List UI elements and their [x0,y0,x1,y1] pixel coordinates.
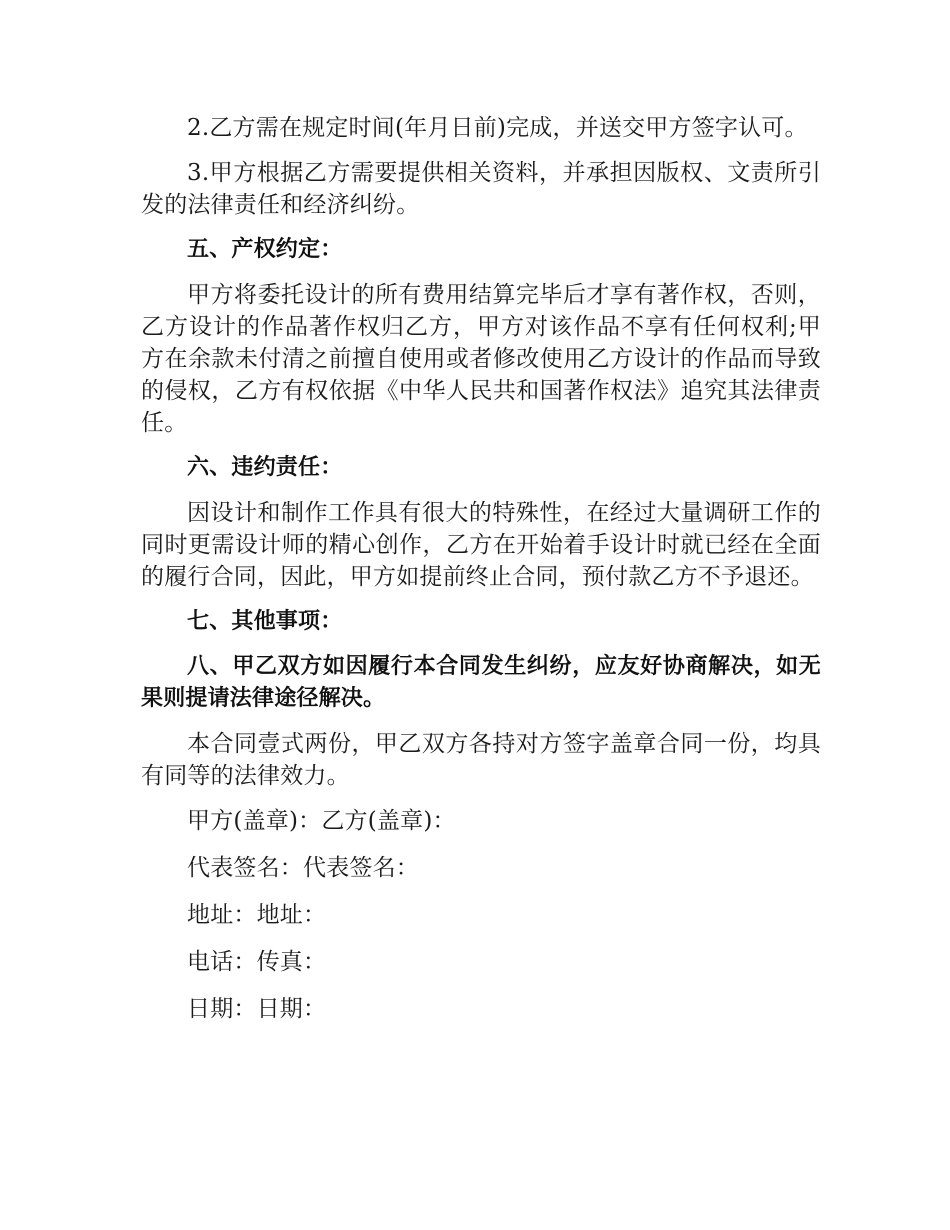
section-5-body: 甲方将委托设计的所有费用结算完毕后才享有著作权，否则，乙方设计的作品著作权归乙方，甲方对该作品不享有任何权利;甲方在余款未付清之前擅自使用或者修改使用乙方设计的作品而导致的侵权，乙方有权依据《中华人民共和国著作权法》追究其法律责任。 [141,282,821,436]
section-6-body: 因设计和制作工作具有很大的特殊性，在经过大量调研工作的同时更需设计师的精心创作，乙方在开始着手设计时就已经在全面的履行合同，因此，甲方如提前终止合同，预付款乙方不予退还。 [141,500,821,590]
signature-seal-line: 甲方(盖章)：乙方(盖章)： [187,808,456,834]
signature-address-line: 地址：地址： [187,902,327,928]
section-8-body: 八、甲乙双方如因履行本合同发生纠纷，应友好协商解决，如无果则提请法律途径解决。 [141,654,821,711]
document-body [141,112,821,1040]
clause-3: 3.甲方根据乙方需要提供相关资料，并承担因版权、文责所引发的法律责任和经济纠纷。 [141,160,821,218]
clause-2: 2.乙方需在规定时间(年月日前)完成，并送交甲方签字认可。 [187,115,808,141]
section-7-title: 七、其他事项： [187,609,343,634]
signature-date-line: 日期：日期： [187,996,327,1022]
copies-clause: 本合同壹式两份，甲乙双方各持对方签字盖章合同一份，均具有同等的法律效力。 [141,731,821,789]
section-5-title: 五、产权约定： [187,237,343,262]
section-6-title: 六、违约责任： [187,455,343,480]
signature-phone-fax-line: 电话：传真： [187,949,327,975]
signature-representative-line: 代表签名：代表签名： [187,855,419,881]
